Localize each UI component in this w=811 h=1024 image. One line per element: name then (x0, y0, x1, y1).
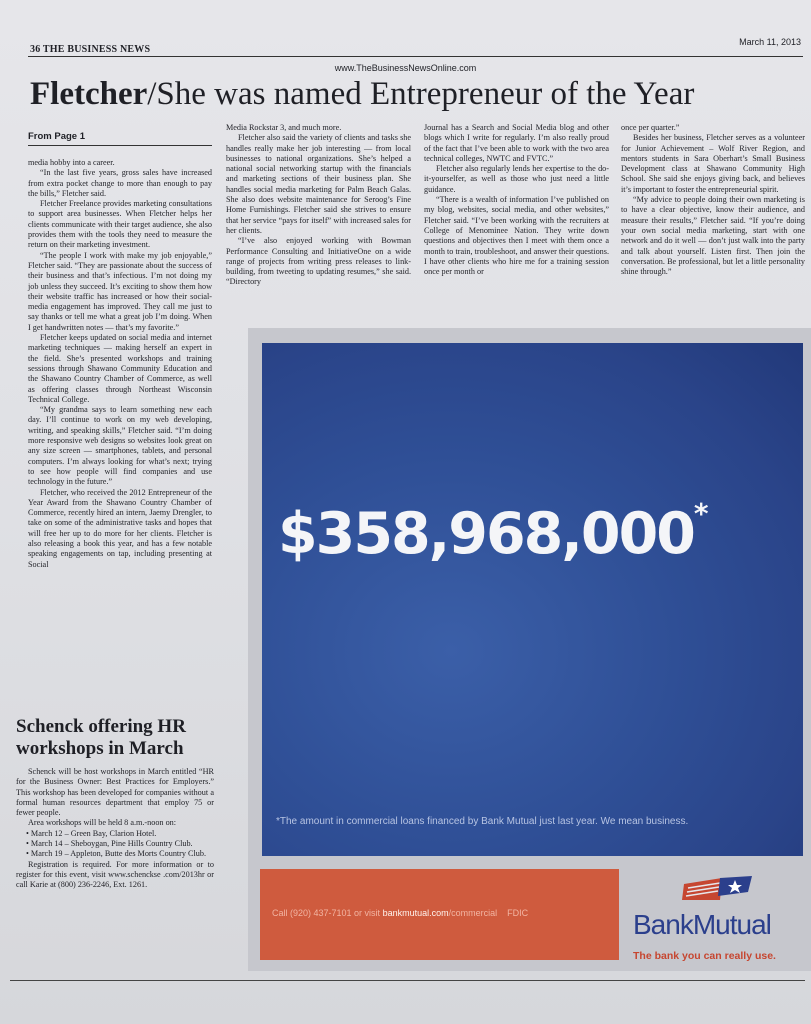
paragraph: Fletcher also regularly lends her expertise to the do-it-yourselfer, as well as those who just need a little guidance. (424, 164, 609, 194)
list-item: • March 14 – Sheboygan, Pine Hills Country Club. (26, 839, 193, 849)
paragraph: media hobby into a career. (28, 158, 115, 167)
paragraph: once per quarter.” (621, 123, 680, 132)
paragraph: Media Rockstar 3, and much more. (226, 123, 342, 132)
ad-contact-prefix: Call (920) 437-7101 or visit (272, 908, 381, 918)
top-rule (28, 56, 803, 57)
from-page-label: From Page 1 (28, 131, 86, 142)
schenck-headline: Schenck offering HR workshops in March (16, 716, 186, 759)
ad-contact-url: bankmutual.com (382, 908, 449, 918)
headline (30, 74, 810, 114)
article-column-1 (28, 158, 212, 570)
schenck-article (16, 767, 214, 891)
paragraph: “My advice to people doing their own marketing is to have a clear objective, know their audience, and measure their results,” Fletcher said. “If you’re doing your own social media marketing, start with one network and do it well — don’t just walk into the party and talk about yourself. Listen first. Then join the conversation. Be professional, but let a little personality shine through.” (621, 195, 805, 277)
paragraph: “I’ve also enjoyed working with Bowman Performance Consulting and InitiativeOne on a wide range of projects from writing press releases to link-building, from tweeting to updating resumes,” she said. “Directory (226, 236, 411, 287)
paragraph: “My grandma says to learn something new each day. I’ll continue to work on my web developing, writing, and speaking skills,” Fletcher said. “I’m doing more responsive web designs so websites look great on any size screen — smartphones, tablets, and personal computers. I’m always looking for what’s next; trying to see how people will find companies and use technology in the future.” (28, 405, 212, 487)
ad-amount-value: $358,968,000 (278, 501, 694, 567)
ad-contact (272, 908, 528, 918)
site-url: www.TheBusinessNewsOnline.com (334, 63, 477, 73)
article-column-4 (621, 123, 805, 277)
article-column-3 (424, 123, 609, 277)
ad-tagline: The bank you can really use. (633, 950, 776, 962)
ad-fdic: FDIC (507, 908, 529, 918)
paragraph: Area workshops will be held 8 a.m.-noon on: (28, 818, 177, 828)
workshop-dates (16, 829, 214, 860)
ad-fine-print: *The amount in commercial loans financed by Bank Mutual just last year. We mean business. (276, 816, 689, 827)
paragraph: Fletcher keeps updated on social media and internet marketing techniques — making herself an expert in the field. She’s presented workshops and training sessions through Shawano Community Education and the Shawano Country Chamber of Commerce, as well as offering classes through Northeast Wisconsin Technical College. (28, 333, 212, 404)
paragraph: Fletcher Freelance provides marketing consultations to support area businesses. When Fletcher helps her clients communicate with their target audience, she also provides them with the tools they need to measure the return on their marketing investment. (28, 199, 212, 250)
list-item: • March 19 – Appleton, Butte des Morts Country Club. (26, 849, 207, 859)
page-label: 36 THE BUSINESS NEWS (30, 44, 151, 55)
ad-asterisk: * (693, 497, 707, 530)
bank-logo: BankMutual (633, 909, 771, 940)
ad-contact-suffix: /commercial (448, 908, 498, 918)
headline-rest: /She was named Entrepreneur of the Year (147, 76, 695, 112)
paragraph: Journal has a Search and Social Media blog and other blogs which I write for regularly. I’m also really proud of the fact that I’ve been able to work with the two area technical colleges, NWTC and FVTC.” (424, 123, 609, 163)
flag-logo-icon (682, 874, 754, 902)
ad-blue-panel (262, 343, 803, 856)
paragraph: Fletcher, who received the 2012 Entrepreneur of the Year Award from the Shawano Country Chamber of Commerce, recently hired an intern, Jaemy Drengler, to take on some of the administrative tasks and hopes that will free her up to do more for her clients. Fletcher is also releasing a book this year, and has a few notable speaking engagements on tap, including presenting at Social (28, 487, 212, 569)
from-page-rule (28, 145, 212, 146)
bottom-rule (10, 980, 805, 981)
ad-amount (278, 497, 707, 567)
article-column-2 (226, 123, 411, 288)
paragraph: Fletcher also said the variety of clients and tasks she handles really make her job interesting — from local businesses to national organizations. She’s helped a national social networking startup with the financials and marketing sections of their business plan. She handles social media marketing for Palm Beach Galas. She also does website maintenance for Seroog’s Fine Home Furnishings. Fletcher said she strives to ensure that her service “pays for itself” with increased sales for her clients. (226, 133, 411, 235)
paragraph: “The people I work with make my job enjoyable,” Fletcher said. “They are passionate about the success of their business and that’s infectious. I’m not doing my job unless they succeed. It’s exciting to show them how their website traffic has increased or how their social-media engagement has improved. They call me just to say thanks or tell me what a great job I’m doing. When I get handwritten notes — that’s my favorite.” (28, 250, 212, 332)
list-item: • March 12 – Green Bay, Clarion Hotel. (26, 828, 157, 838)
paragraph: “There is a wealth of information I’ve published on my blog, websites, social media, and other websites,” Fletcher said. “I’ve been working with the recruiters at College of Menominee Nation. They write down questions and objectives then I meet with them once a month to train, troubleshoot, and answer their questions. I have other clients who hire me for a training session once per month or (424, 195, 609, 277)
paragraph: Registration is required. For more information or to register for this event, visit www.schenckse .com/2013hr or call Karie at (800) 236-2246, Ext. 1261. (16, 859, 214, 890)
paragraph: “In the last five years, gross sales have increased from extra pocket change to more than enough to pay the bills,” Fletcher said. (28, 168, 212, 198)
issue-date: March 11, 2013 (739, 37, 801, 47)
paragraph: Besides her business, Fletcher serves as a volunteer for Junior Achievement – Wolf River Region, and mentors students in Sara Oberhart’s Small Business Development class at Shawano Community High School. She said she enjoys giving back, and believes it’s important to foster the entrepreneurial spirit. (621, 133, 805, 194)
paragraph: Schenck will be host workshops in March entitled “HR for the Business Owner: Best Practices for Employers.” This workshop has been developed for companies without a formal human resources department that employ 75 or fewer people. (16, 767, 214, 818)
headline-name: Fletcher (30, 76, 148, 112)
